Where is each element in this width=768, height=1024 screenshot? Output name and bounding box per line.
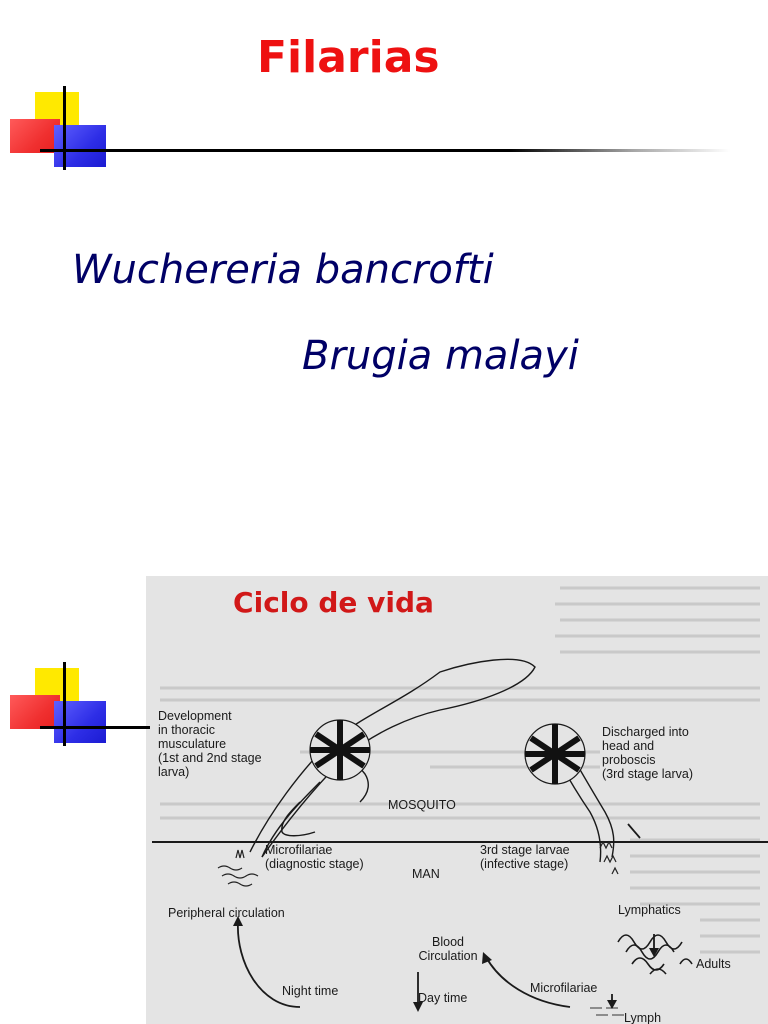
species-name-1: Wuchereria bancrofti (72, 247, 494, 293)
peripheral-circulation-label: Peripheral circulation (168, 906, 285, 920)
microfilariae-diagnostic-label-2: (diagnostic stage) (265, 857, 364, 871)
circulation-label: Circulation (418, 949, 478, 963)
lymph-label: Lymph (624, 1011, 662, 1024)
third-stage-label-1: 3rd stage larvae (480, 843, 570, 857)
slide-life-cycle (0, 512, 768, 1024)
microfilariae-diagnostic-label-1: Microfilariae (265, 843, 333, 857)
lymphatics-label: Lymphatics (618, 903, 681, 917)
thorax-stripes-left (310, 720, 370, 780)
into-mosquito-arrow (628, 824, 640, 838)
lymph-dashes (590, 1008, 624, 1015)
blue-square (54, 125, 106, 167)
microfilariae-squiggles-right (600, 842, 618, 874)
third-stage-label-2: (infective stage) (480, 857, 569, 871)
life-cycle-heading: Ciclo de vida (233, 586, 434, 619)
discharged-label-1: Discharged into (602, 725, 689, 739)
slide-title: Filarias (257, 32, 440, 83)
adults-label: Adults (696, 957, 731, 971)
diagram-labels (158, 709, 731, 1024)
title-underline (40, 149, 730, 152)
microfilariae-squiggles-left (218, 850, 258, 886)
red-square (10, 119, 60, 153)
development-label-4: (1st and 2nd stage (158, 751, 262, 765)
development-label-1: Development (158, 709, 232, 723)
microfilariae-label: Microfilariae (530, 981, 598, 995)
discharged-label-4: (3rd stage larva) (602, 767, 694, 781)
discharged-label-3: proboscis (602, 753, 656, 767)
mosquito-label: MOSQUITO (388, 798, 456, 812)
day-time-label: Day time (418, 991, 468, 1005)
development-label-2: in thoracic (158, 723, 215, 737)
thorax-stripes-right (525, 724, 585, 784)
man-label: MAN (412, 867, 440, 881)
vertical-line (63, 86, 66, 170)
development-label-5: larva) (158, 765, 190, 779)
species-name-2: Brugia malayi (302, 333, 579, 379)
blood-label: Blood (432, 935, 464, 949)
night-time-label: Night time (282, 984, 339, 998)
discharged-label-2: head and (602, 739, 655, 753)
development-label-3: musculature (158, 737, 227, 751)
